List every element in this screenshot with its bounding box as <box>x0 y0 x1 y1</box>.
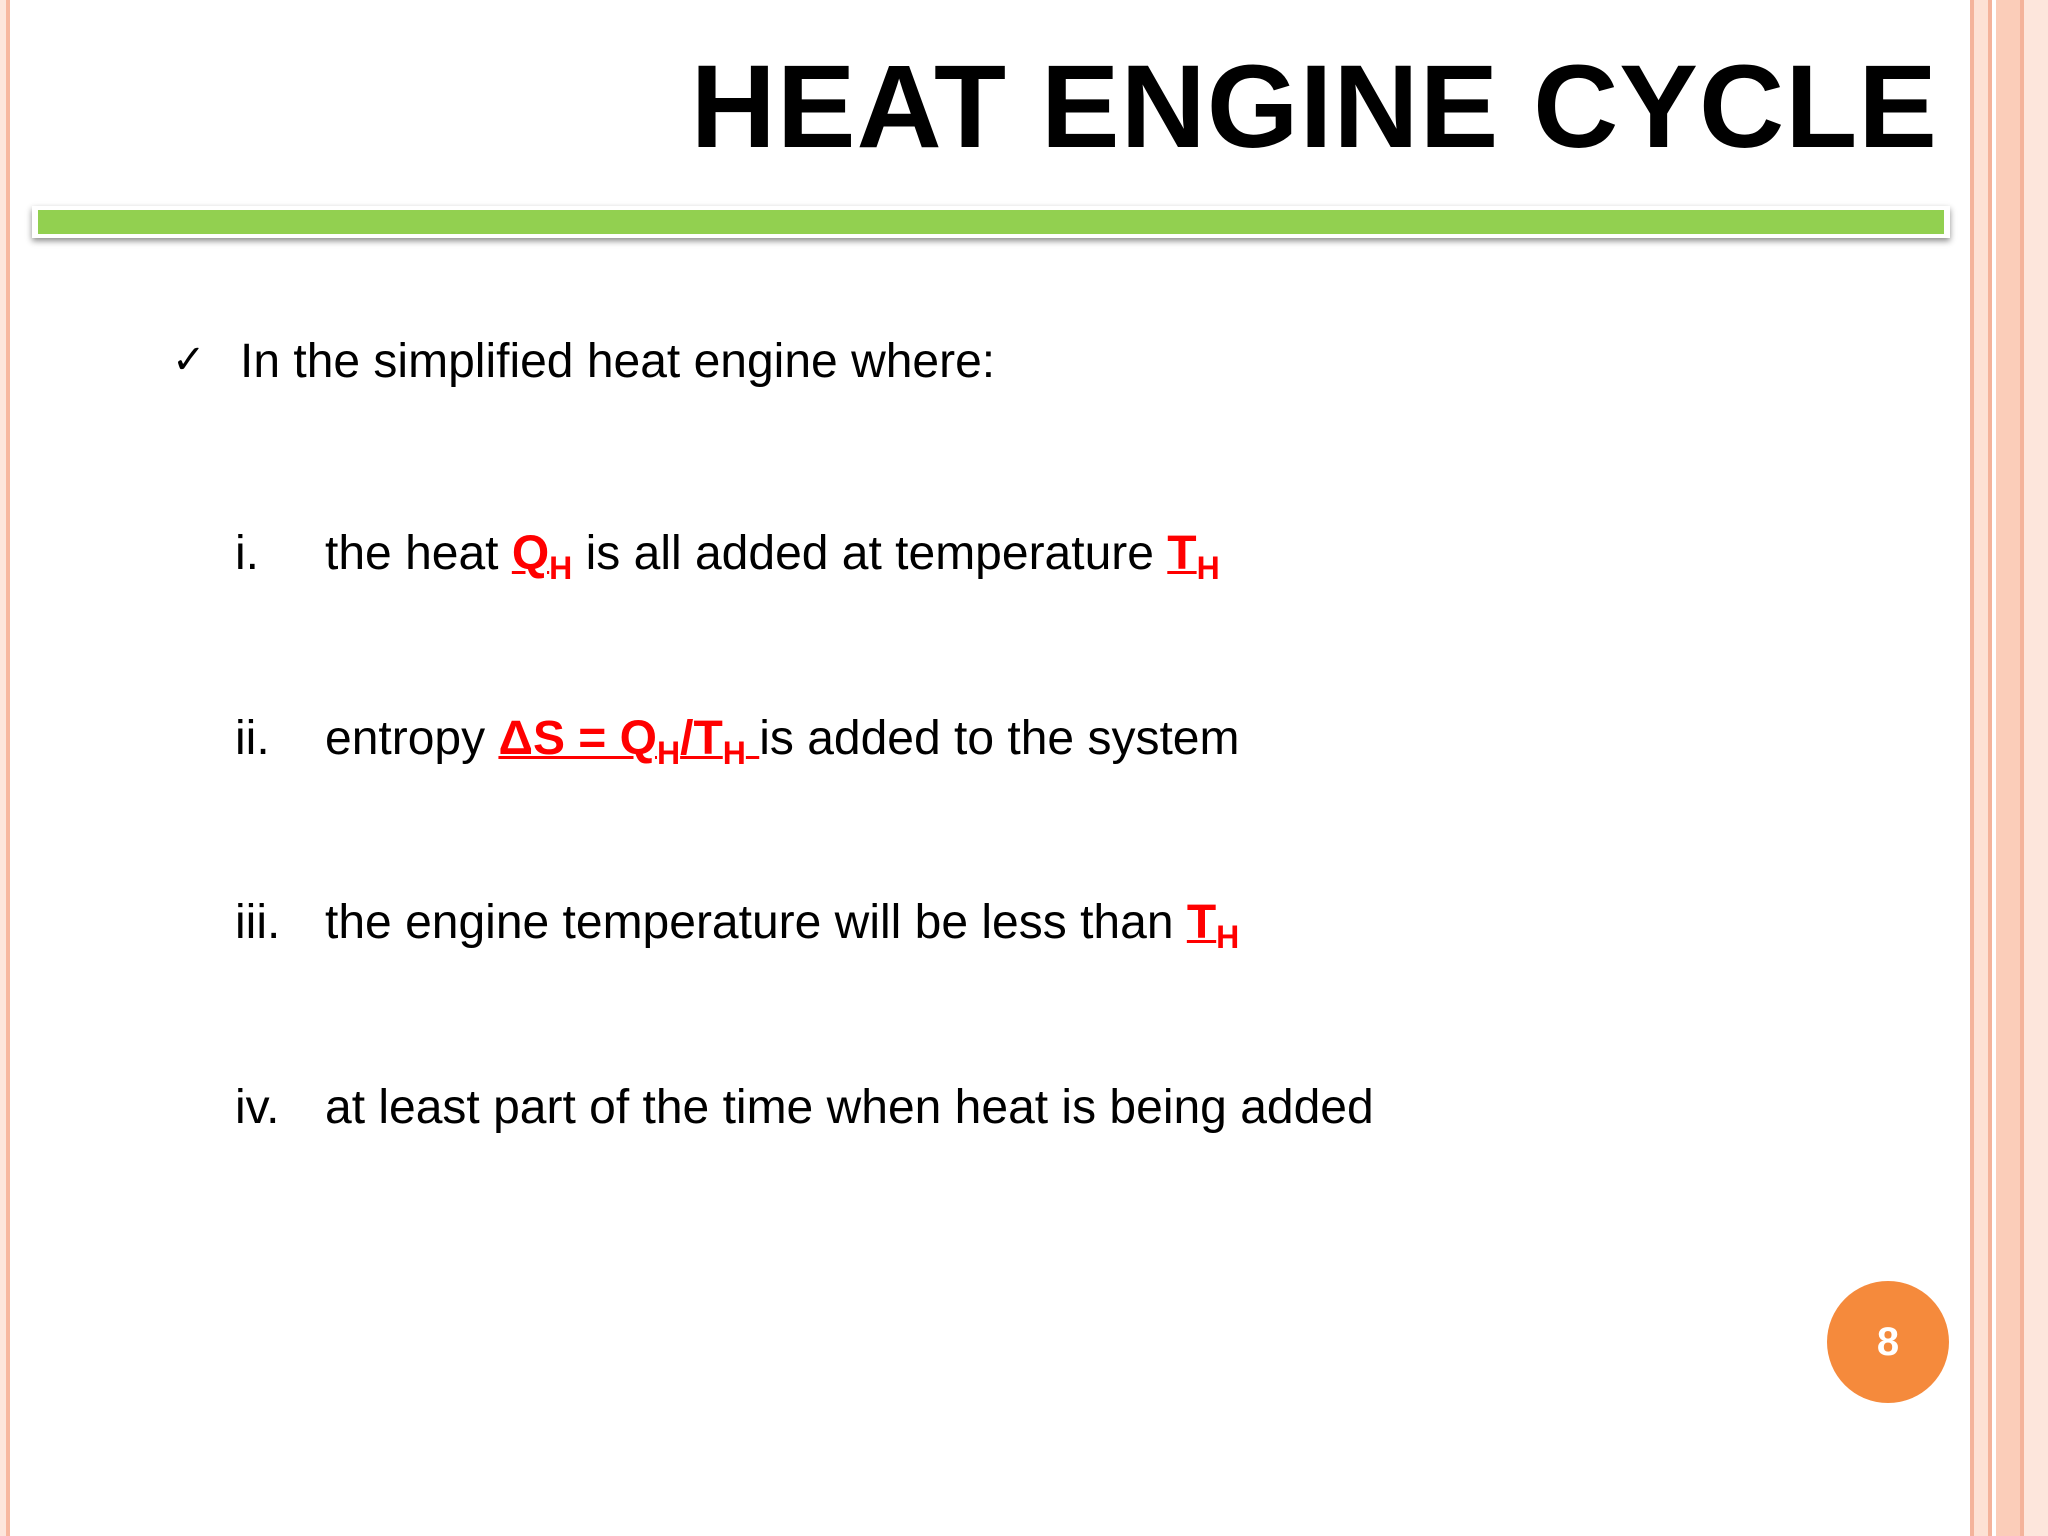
temperature-symbol: $T_H$ <box>1167 527 1220 586</box>
temperature-symbol: $T_H$ <box>1186 896 1240 955</box>
title-underline-bar <box>32 206 1950 238</box>
page-number-badge: 8 <box>1827 1281 1949 1403</box>
item-text: the heat <box>325 527 512 580</box>
item-text: is added to the system <box>759 712 1240 765</box>
checkmark-icon: ✓ <box>172 338 206 382</box>
lead-text: In the simplified heat engine where: <box>240 335 996 388</box>
lead-bullet <box>172 335 996 388</box>
list-item-3 <box>235 896 1240 955</box>
item-number: ii. <box>235 712 270 765</box>
heat-symbol: $Q_H$ <box>511 527 573 586</box>
title-underline-fill <box>38 210 1944 234</box>
left-decorative-border <box>0 0 22 1536</box>
right-decorative-border <box>1964 0 2048 1536</box>
item-text: the engine temperature will be less than <box>325 896 1187 949</box>
item-number: i. <box>235 527 259 580</box>
list-item-1 <box>235 527 1220 586</box>
item-text: entropy <box>325 712 499 765</box>
list-item-2 <box>235 712 1240 771</box>
entropy-formula: $\Delta S = Q_H/T_H$ <box>498 712 746 771</box>
item-text: is all added at temperature <box>572 527 1168 580</box>
list-item-4 <box>235 1081 1374 1134</box>
slide-title: HEAT ENGINE CYCLE <box>690 41 1938 173</box>
item-number: iv. <box>235 1081 280 1134</box>
item-text: at least part of the time when heat is being added <box>325 1081 1374 1134</box>
item-number: iii. <box>235 896 281 949</box>
